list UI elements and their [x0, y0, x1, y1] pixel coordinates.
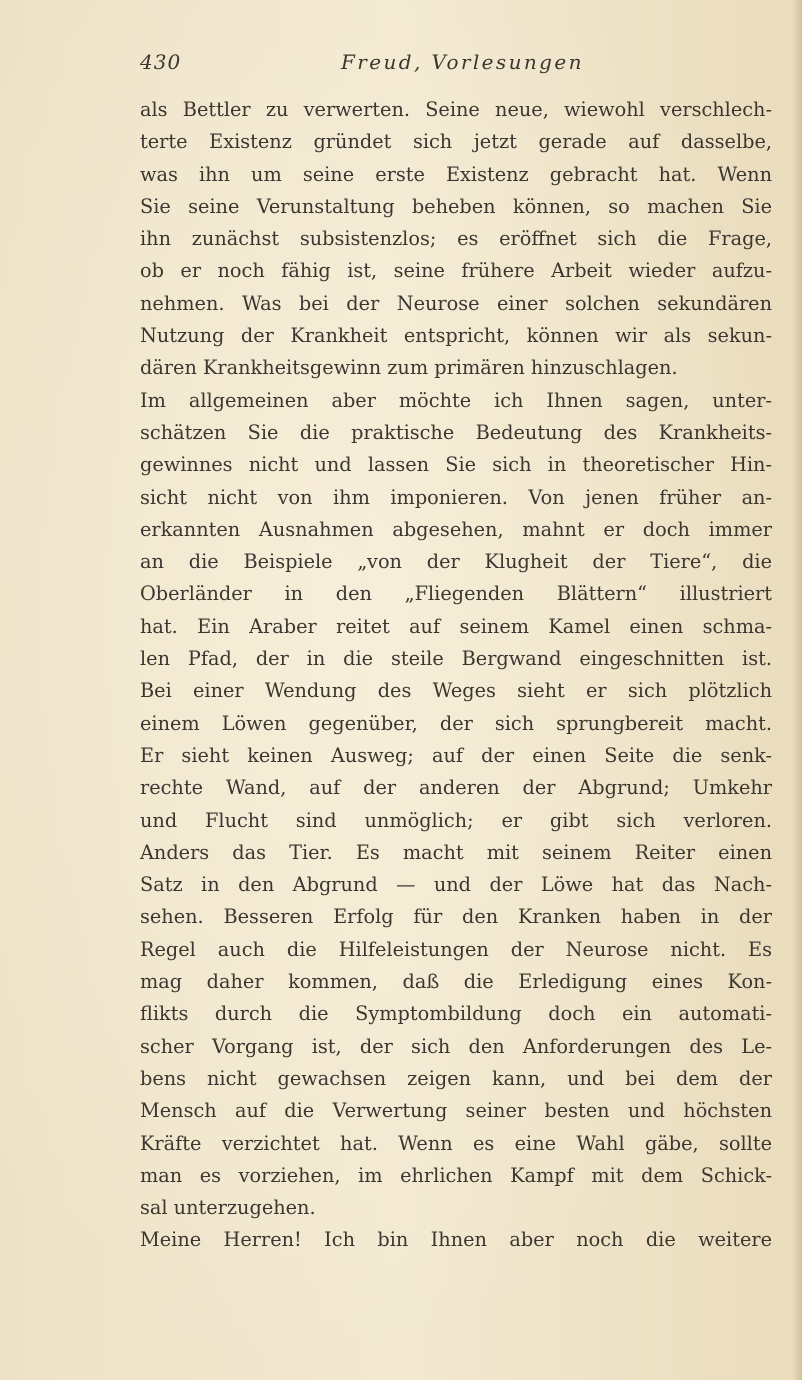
text-line: Meine Herren! Ich bin Ihnen aber noch die weitere: [140, 1228, 772, 1252]
text-line: Nutzung der Krankheit entspricht, können wir als sekun-: [140, 324, 772, 348]
text-line: Kräfte verzichtet hat. Wenn es eine Wahl gäbe, sollte: [140, 1131, 772, 1155]
text-line: nehmen. Was bei der Neurose einer solchen sekundären: [140, 291, 772, 315]
text-line: mag daher kommen, daß die Erledigung eines Kon-: [140, 970, 772, 994]
text-line: erkannten Ausnahmen abgesehen, mahnt er doch immer: [140, 517, 772, 541]
text-line: bens nicht gewachsen zeigen kann, und bei dem der: [140, 1066, 772, 1090]
text-line: Oberländer in den „Fliegenden Blättern“ illustriert: [140, 582, 772, 606]
text-line: terte Existenz gründet sich jetzt gerade auf dasselbe,: [140, 130, 772, 154]
text-line: Sie seine Verunstaltung beheben können, so machen Sie: [140, 194, 772, 218]
text-line: len Pfad, der in die steile Bergwand eingeschnitten ist.: [140, 647, 772, 671]
body-text: [140, 94, 772, 1257]
page-header: [0, 50, 802, 86]
text-line: hat. Ein Araber reitet auf seinem Kamel einen schma-: [140, 614, 772, 638]
text-line: Er sieht keinen Ausweg; auf der einen Seite die senk-: [140, 743, 772, 767]
text-line: Anders das Tier. Es macht mit seinem Reiter einen: [140, 840, 772, 864]
text-line: ihn zunächst subsistenzlos; es eröffnet sich die Frage,: [140, 227, 772, 251]
text-line: einem Löwen gegenüber, der sich sprungbereit macht.: [140, 711, 772, 735]
text-line: sal unterzugehen.: [140, 1196, 316, 1220]
text-line: Bei einer Wendung des Weges sieht er sich plötzlich: [140, 679, 772, 703]
text-line: an die Beispiele „von der Klugheit der Tiere“, die: [140, 550, 772, 574]
text-line: ob er noch fähig ist, seine frühere Arbeit wieder aufzu-: [140, 259, 772, 283]
page-edge-shadow: [792, 0, 802, 1380]
text-line: Mensch auf die Verwertung seiner besten und höchsten: [140, 1099, 772, 1123]
text-line: gewinnes nicht und lassen Sie sich in theoretischer Hin-: [140, 453, 772, 477]
text-line: man es vorziehen, im ehrlichen Kampf mit dem Schick-: [140, 1163, 772, 1187]
text-line: was ihn um seine erste Existenz gebracht hat. Wenn: [140, 162, 772, 186]
text-line: dären Krankheitsgewinn zum primären hinzuschlagen.: [140, 356, 678, 380]
running-title: Freud, Vorlesungen: [341, 50, 584, 74]
text-line: Satz in den Abgrund — und der Löwe hat das Nach-: [140, 873, 772, 897]
text-line: als Bettler zu verwerten. Seine neue, wiewohl verschlech-: [140, 98, 772, 121]
text-line: flikts durch die Symptombildung doch ein automati-: [140, 1002, 772, 1026]
text-line: sehen. Besseren Erfolg für den Kranken haben in der: [140, 905, 772, 929]
page-number: 430: [140, 50, 182, 74]
text-line: und Flucht sind unmöglich; er gibt sich verloren.: [140, 808, 772, 832]
text-line: rechte Wand, auf der anderen der Abgrund; Umkehr: [140, 776, 772, 800]
text-line: scher Vorgang ist, der sich den Anforderungen des Le-: [140, 1034, 772, 1058]
text-line: Im allgemeinen aber möchte ich Ihnen sagen, unter-: [140, 388, 772, 412]
text-line: schätzen Sie die praktische Bedeutung des Krankheits-: [140, 420, 772, 444]
text-line: sicht nicht von ihm imponieren. Von jenen früher an-: [140, 485, 772, 509]
text-line: Regel auch die Hilfeleistungen der Neurose nicht. Es: [140, 937, 772, 961]
